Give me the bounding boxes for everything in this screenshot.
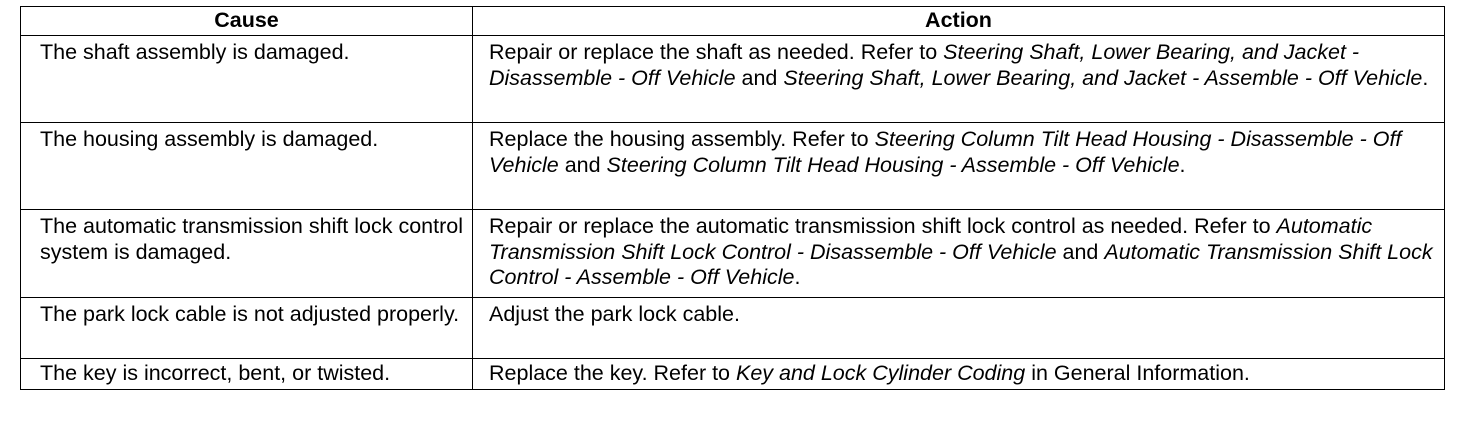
action-text: Replace the key. Refer to: [489, 360, 736, 385]
header-cause: Cause: [21, 7, 473, 36]
reference-link-text: Steering Column Tilt Head Housing - Disassemble - Off Vehicle: [489, 127, 1402, 177]
action-cell: [473, 358, 1445, 390]
reference-link-text: Steering Shaft, Lower Bearing, and Jacket - Disassemble - Off Vehicle: [489, 40, 1360, 90]
action-text: Adjust the park lock cable.: [489, 301, 740, 326]
action-text: Replace the housing assembly. Refer to: [489, 127, 875, 151]
action-cell: [473, 123, 1445, 210]
table-row: [21, 210, 1445, 298]
action-cell: [473, 297, 1445, 358]
action-text: .: [1179, 152, 1186, 177]
cause-cell: The park lock cable is not adjusted properly.: [21, 297, 473, 358]
reference-link-text: Steering Column Tilt Head Housing - Assemble - Off Vehicle: [606, 152, 1180, 177]
action-cell: [473, 36, 1445, 123]
reference-link-text: Automatic Transmission Shift Lock Control - Disassemble - Off Vehicle: [489, 214, 1373, 264]
action-text: and: [735, 65, 784, 90]
table-row: [21, 297, 1445, 358]
header-action: Action: [473, 7, 1445, 36]
action-cell: [473, 210, 1445, 298]
cause-cell: The housing assembly is damaged.: [21, 123, 473, 210]
action-text: in General Information.: [1025, 360, 1250, 385]
cause-cell: The shaft assembly is damaged.: [21, 36, 473, 123]
table-row: [21, 358, 1445, 390]
action-text: and: [1056, 239, 1105, 264]
action-text: Repair or replace the shaft as needed. Refer to: [489, 40, 944, 64]
table-row: [21, 123, 1445, 210]
reference-link-text: Key and Lock Cylinder Coding: [735, 360, 1026, 385]
table-header-row: [21, 7, 1445, 36]
reference-link-text: Automatic Transmission Shift Lock Control - Assemble - Off Vehicle: [489, 239, 1433, 289]
action-text: and: [558, 152, 607, 177]
action-text: .: [794, 265, 801, 289]
diagnostic-table-container: [20, 6, 1444, 390]
reference-link-text: Steering Shaft, Lower Bearing, and Jacket - Assemble - Off Vehicle: [783, 65, 1423, 90]
diagnostic-table: [20, 6, 1445, 390]
action-text: .: [1422, 65, 1429, 90]
action-text: Repair or replace the automatic transmission shift lock control as needed. Refer to: [489, 214, 1277, 238]
table-row: [21, 36, 1445, 123]
cause-cell: The automatic transmission shift lock control system is damaged.: [21, 210, 473, 298]
cause-cell: The key is incorrect, bent, or twisted.: [21, 358, 473, 390]
